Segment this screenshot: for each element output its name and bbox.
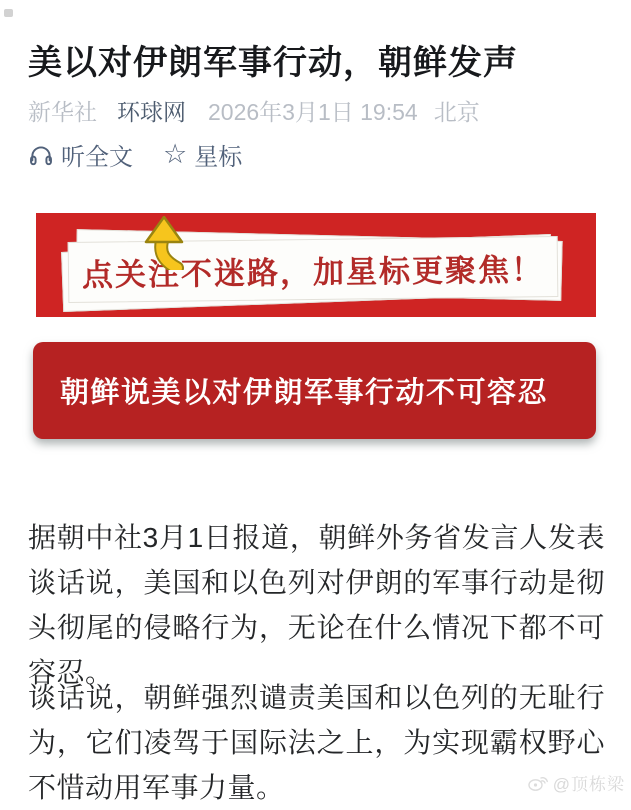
listen-full-text-button[interactable] [28, 137, 133, 172]
source-huanqiu[interactable]: 环球网 [117, 99, 186, 125]
curved-up-arrow-icon [137, 216, 193, 270]
watermark-handle: @顶栋梁 [552, 775, 625, 794]
star-button[interactable] [163, 137, 242, 172]
publish-datetime: 2026年3月1日 19:54 [208, 99, 418, 125]
article-title: 美以对伊朗军事行动，朝鲜发声 [28, 43, 518, 82]
statement-highlight-text: 朝鲜说美以对伊朗军事行动不可容忍 [60, 377, 549, 409]
weibo-watermark [527, 770, 625, 795]
body-paragraph-2: 谈话说，朝鲜强烈谴责美国和以色列的无耻行为，它们凌驾于国际法之上，为实现霸权野心不惜动用军事力量。 [28, 682, 605, 803]
article-meta [28, 94, 608, 127]
source-xinhua[interactable]: 新华社 [28, 99, 97, 125]
corner-artifact [4, 9, 13, 17]
weibo-logo-icon [527, 774, 549, 792]
action-row [28, 137, 242, 172]
statement-highlight-box [33, 342, 596, 439]
follow-promo-banner [36, 213, 596, 317]
headphones-icon [28, 142, 54, 168]
star-label: 星标 [194, 144, 243, 171]
listen-label: 听全文 [61, 144, 133, 171]
body-paragraph-1: 据朝中社3月1日报道，朝鲜外务省发言人发表谈话说，美国和以色列对伊朗的军事行动是彻头彻尾的侵略行为，无论在什么情况下都不可容忍。 [28, 522, 605, 688]
publish-location: 北京 [433, 99, 480, 125]
star-icon: ☆ [163, 139, 188, 169]
promo-banner-text: 点关注不迷路，加星标更聚焦！ [81, 252, 545, 293]
